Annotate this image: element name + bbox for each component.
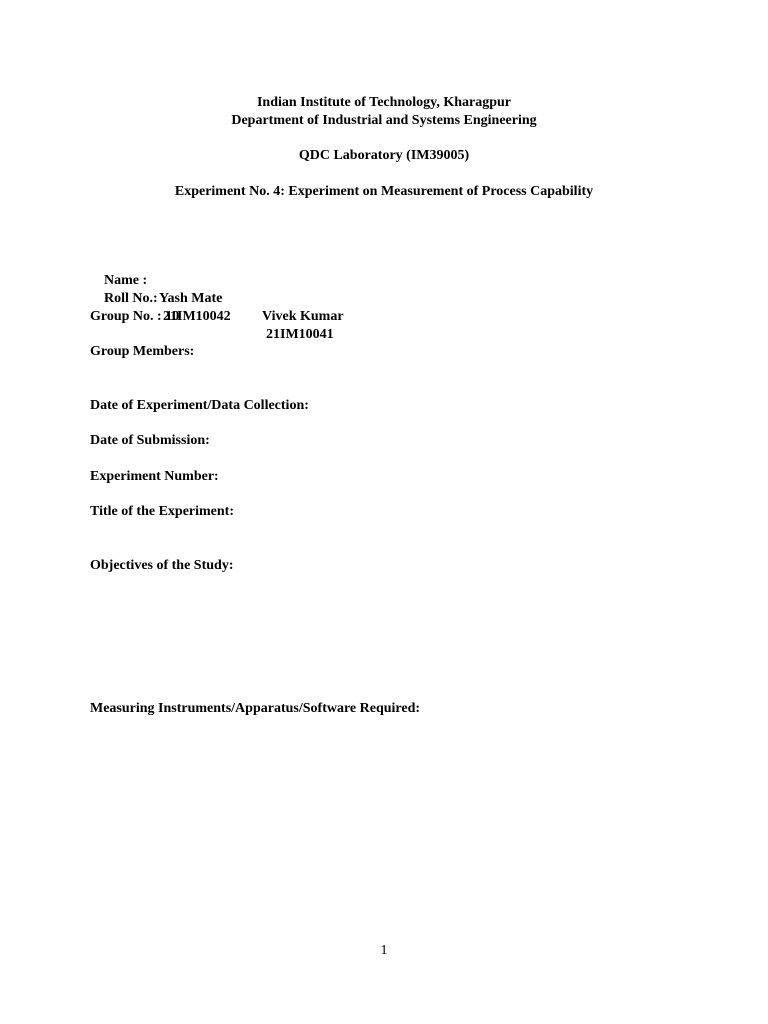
objectives-label: Objectives of the Study:	[90, 558, 234, 573]
date-experiment-label: Date of Experiment/Data Collection:	[90, 398, 309, 413]
name-label: Name :	[104, 273, 148, 288]
experiment-heading: Experiment No. 4: Experiment on Measurement of Process Capability	[174, 184, 594, 199]
instruments-label: Measuring Instruments/Apparatus/Software Required:	[90, 701, 421, 716]
roll-label: Roll No.:	[104, 291, 158, 306]
group-number: Group No. : 10	[90, 309, 180, 324]
experiment-title-label: Title of the Experiment:	[90, 504, 234, 519]
institute-name: Indian Institute of Technology, Kharagpur	[256, 95, 511, 110]
student-roll-2: 21IM10041	[266, 327, 334, 342]
experiment-number-label: Experiment Number:	[90, 469, 219, 484]
department-name: Department of Industrial and Systems Engineering	[231, 113, 537, 128]
student-name-2: Vivek Kumar	[262, 309, 344, 324]
page-number: 1	[380, 943, 388, 958]
student-name-1: Yash Mate	[159, 291, 223, 306]
laboratory-name: QDC Laboratory (IM39005)	[298, 148, 470, 163]
date-submission-label: Date of Submission:	[90, 433, 210, 448]
student-roll-1: 21IM10042	[163, 309, 231, 324]
group-members-label: Group Members:	[90, 344, 195, 359]
